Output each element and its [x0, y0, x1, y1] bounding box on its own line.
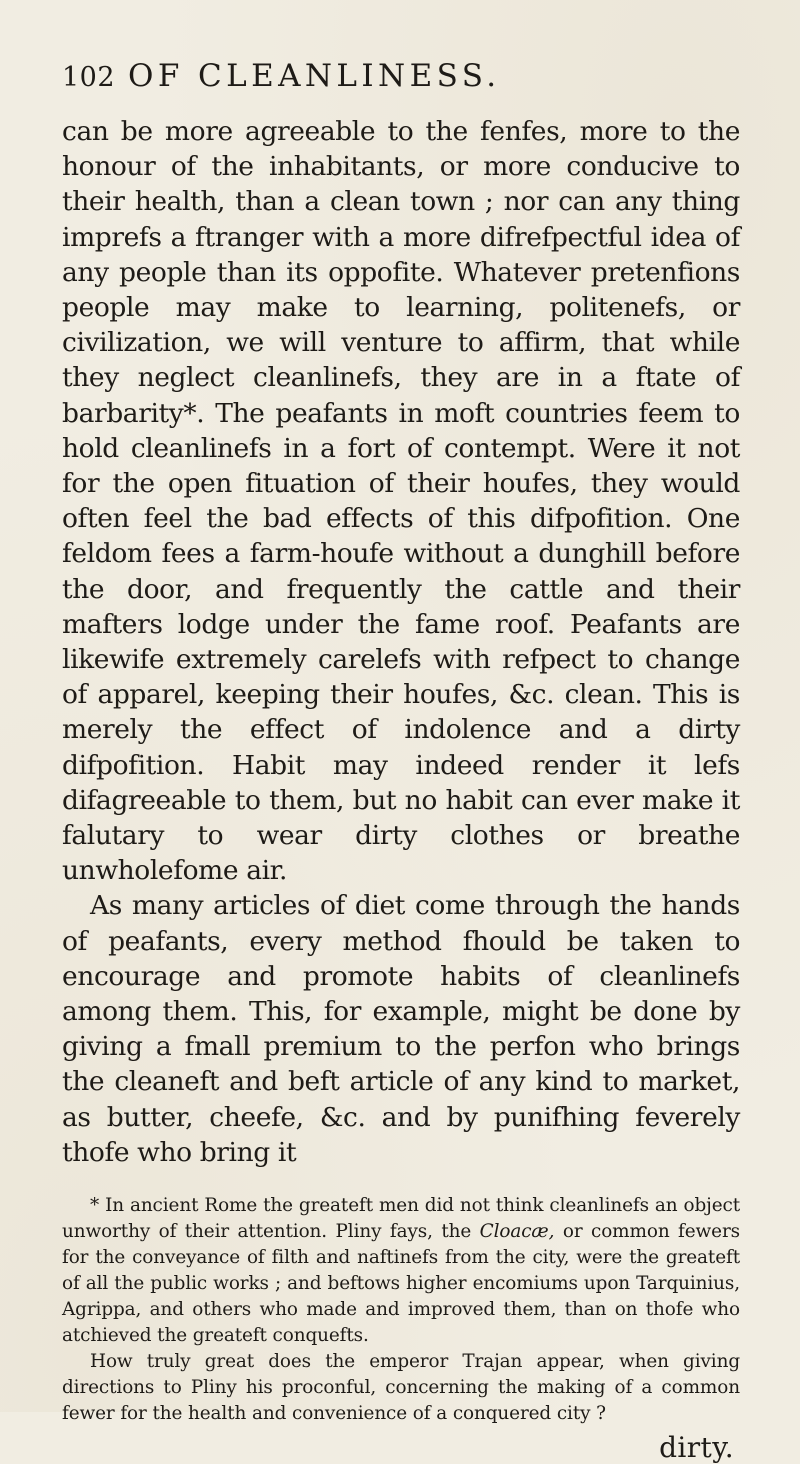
running-title: OF CLEANLINESS.: [128, 58, 501, 94]
footnote-trajan: How truly great does the emperor Trajan appear, when giving directions to Pliny his proconful, concerning the making of a common fewer for the health and convenience of a conquered city ?: [62, 1351, 740, 1425]
page-number: 102: [62, 62, 116, 93]
footnote-rome: [62, 1193, 740, 1349]
footnote-text-a: In ancient Rome the greateft men did not think cleanlinefs an object unworthy of their attention. Pliny fays, the: [62, 1195, 740, 1243]
paragraph-continued: can be more agreeable to the fenfes, more to the honour of the inhabitants, or more conducive to their health, than a clean town ; nor can any thing imprefs a ftranger with a more difrefpectful idea of any people than its oppofite. Whatever pretenfions people may make to learning, politenefs, or civilization, we will venture to affirm, that while they neglect cleanlinefs, they are in a ftate of barbarity*. The peafants in moft countries feem to hold cleanlinefs in a fort of contempt. Were it not for the open fituation of their houfes, they would often feel the bad effects of this difpofition. One feldom fees a farm-houfe without a dunghill before the door, and frequently the cattle and their mafters lodge under the fame roof. Peafants are likewife extremely carelefs with refpect to change of apparel, keeping their houfes, &c. clean. This is merely the effect of indolence and a dirty difpofition. Habit may indeed render it lefs difagreeable to them, but no habit can ever make it falutary to wear dirty clothes or breathe unwholefome air.: [62, 116, 740, 887]
main-text: [62, 114, 740, 1170]
footnote-block: [62, 1193, 740, 1427]
running-head: [62, 58, 740, 112]
footnote-italic-term: Cloacæ,: [479, 1221, 555, 1243]
catchword: dirty.: [659, 1431, 734, 1464]
paragraph-diet: As many articles of diet come through the hands of peafants, every method fhould be taken to encourage and promote habits of cleanlinefs among them. This, for example, might be done by giving a fmall premium to the perfon who brings the cleaneft and beft article of any kind to market, as butter, cheefe, &c. and by punifhing feverely thofe who bring it: [62, 890, 740, 1168]
catchword-row: [62, 1431, 740, 1464]
footnote-marker: *: [90, 1195, 100, 1217]
footnote-text-b: or common fewers for the conveyance of filth and naftinefs from the city, were the greateft of all the public works ; and beftows higher encomiums upon Tarquinius, Agrippa, and others who made and improved them, than on thofe who atchieved the greateft conquefts.: [62, 1221, 740, 1347]
